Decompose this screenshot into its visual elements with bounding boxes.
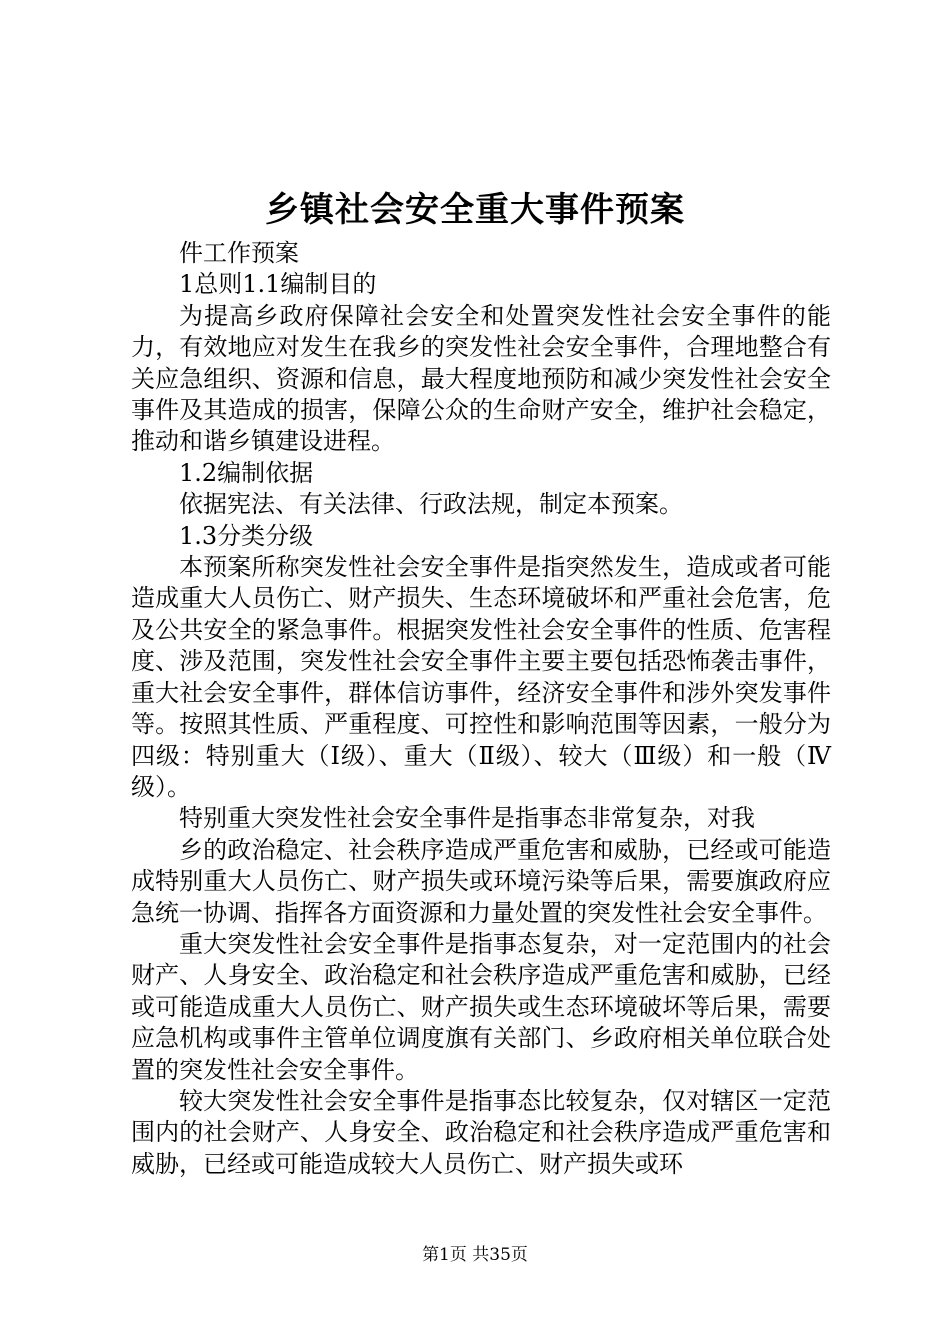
- paragraph: 为提高乡政府保障社会安全和处置突发性社会安全事件的能力，有效地应对发生在我乡的突发性社会安全事件，合理地整合有关应急组织、资源和信息，最大程度地预防和减少突发性社会安全事件及其造成的损害，保障公众的生命财产安全，维护社会稳定，推动和谐乡镇建设进程。: [131, 301, 831, 456]
- paragraph: 件工作预案: [179, 239, 299, 267]
- document-title: 乡镇社会安全重大事件预案: [265, 190, 685, 230]
- section-heading: 1总则1.1编制目的: [179, 270, 377, 299]
- paragraph: 重大突发性社会安全事件是指事态复杂，对一定范围内的社会财产、人身安全、政治稳定和社会秩序造成严重危害和威胁，已经或可能造成重大人员伤亡、财产损失或生态环境破坏等后果，需要应急机构或事件主管单位调度旗有关部门、乡政府相关单位联合处置的突发性社会安全事件。: [131, 929, 831, 1084]
- paragraph: 特别重大突发性社会安全事件是指事态非常复杂，对我: [179, 804, 755, 833]
- page-footer: 第1页 共35页: [422, 1245, 528, 1265]
- paragraph: 本预案所称突发性社会安全事件是指突然发生，造成或者可能造成重大人员伤亡、财产损失、生态环境破坏和严重社会危害，危及公共安全的紧急事件。根据突发性社会安全事件的性质、危害程度、涉及范围，突发性社会安全事件主要主要包括恐怖袭击事件，重大社会安全事件，群体信访事件，经济安全事件和涉外突发事件等。按照其性质、严重程度、可控性和影响范围等因素，一般分为四级：特别重大（Ⅰ级）、重大（Ⅱ级）、较大（Ⅲ级）和一般（Ⅳ级）。: [131, 553, 831, 801]
- section-heading: 1.2编制依据: [179, 458, 314, 487]
- paragraph: 乡的政治稳定、社会秩序造成严重危害和威胁，已经或可能造成特别重大人员伤亡、财产损失或环境污染等后果，需要旗政府应急统一协调、指挥各方面资源和力量处置的突发性社会安全事件。: [131, 835, 831, 927]
- section-heading: 1.3分类分级: [179, 521, 314, 550]
- paragraph: 依据宪法、有关法律、行政法规，制定本预案。: [179, 490, 683, 519]
- document-body: [131, 238, 831, 1180]
- paragraph: 较大突发性社会安全事件是指事态比较复杂，仅对辖区一定范围内的社会财产、人身安全、政治稳定和社会秩序造成严重危害和威胁，已经或可能造成较大人员伤亡、财产损失或环: [131, 1086, 831, 1178]
